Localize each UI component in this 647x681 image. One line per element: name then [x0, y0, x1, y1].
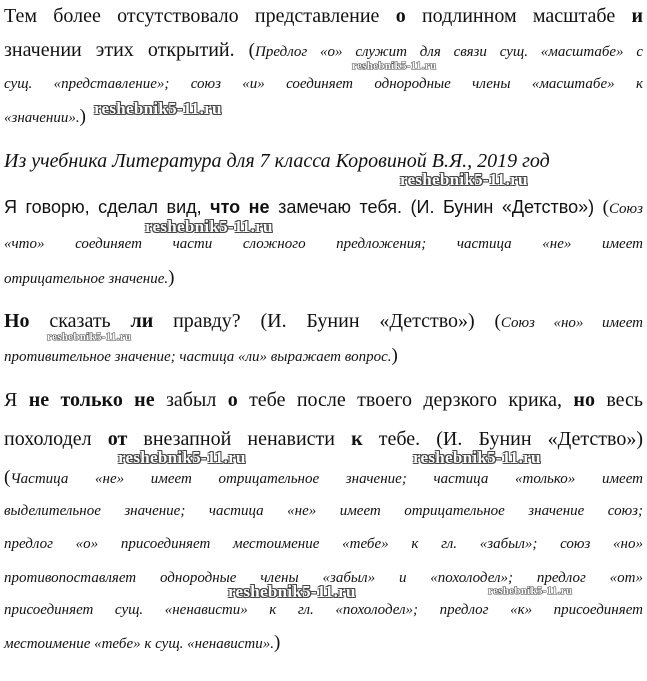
bold-word: но [573, 389, 595, 411]
p2-line-3 [4, 265, 643, 291]
note-text: сущ. «представление»; союз «и» соединяет однородные члены «масштабе» к [4, 76, 643, 92]
text: Я говорю, сделал вид, [4, 197, 211, 217]
paren: ( [602, 197, 609, 218]
text: правду? (И. Бунин «Детство») [153, 310, 495, 332]
p4-line-8 [4, 630, 643, 656]
bold-word: от [107, 428, 128, 450]
paren: ) [391, 345, 398, 366]
note-text: Союз [608, 201, 643, 217]
paren: ) [168, 267, 175, 288]
paren: ( [494, 311, 501, 332]
watermark: reshebnik5-11.ru [488, 585, 573, 597]
bold-word: о [227, 389, 238, 411]
bold-word: не только не [28, 389, 155, 411]
paren: ) [273, 632, 281, 653]
p4-line-2 [4, 427, 643, 451]
text: забыл [154, 389, 228, 411]
bold-word: о [395, 5, 406, 27]
source-line: Из учебника Литература для 7 класса Коровиной В.Я., 2019 год [4, 150, 550, 172]
p1-line-1 [4, 4, 643, 28]
text: сказать [29, 310, 131, 332]
p4-line-3 [4, 465, 643, 491]
p4-line-5 [4, 532, 643, 556]
bold-word: ли [130, 310, 154, 332]
bold-word: что не [210, 197, 270, 217]
watermark: reshebnik5-11.ru [228, 582, 356, 601]
paren: ) [79, 106, 86, 127]
note-text: Предлог «о» служит для связи сущ. «масштабе» с [254, 44, 643, 60]
p2-line-2 [4, 232, 643, 256]
watermark: reshebnik5-11.ru [145, 217, 273, 236]
text: весь [594, 389, 644, 411]
p3-line-2 [4, 343, 643, 369]
watermark: reshebnik5-11.ru [118, 448, 246, 467]
bold-word: к [351, 428, 363, 450]
note-text: противопоставляет однородные члены «забыл» и «похолодел»; предлог «от» [4, 570, 643, 586]
watermark: reshebnik5-11.ru [47, 331, 132, 343]
text: замечаю тебя. (И. Бунин «Детство») [269, 197, 603, 217]
paren: ( [4, 467, 11, 488]
p1-line-2 [4, 38, 643, 64]
text: Я [4, 389, 29, 411]
note-text: «что» соединяет части сложного предложения; частица «не» имеет [4, 236, 643, 252]
watermark: reshebnik5-11.ru [400, 170, 528, 189]
note-text: Союз «но» имеет [500, 315, 643, 331]
note-text: местоимение «тебе» к сущ. «ненависти». [4, 636, 274, 652]
watermark: reshebnik5-11.ru [94, 99, 222, 118]
p4-line-4 [4, 499, 643, 523]
paren: ( [248, 40, 255, 61]
note-text: присоединяет сущ. «ненависти» к гл. «похолодел»; предлог «к» присоединяет [4, 602, 643, 618]
note-text: предлог «о» присоединяет местоимение «тебе» к гл. «забыл»; союз «но» [4, 536, 643, 552]
p1-line-3 [4, 72, 643, 96]
note-text: противительное значение; частица «ли» выражает вопрос. [4, 349, 392, 365]
note-text: Частица «не» имеет отрицательное значение; частица «только» имеет [10, 471, 643, 487]
watermark: reshebnik5-11.ru [352, 60, 437, 72]
text: подлинном масштабе [405, 5, 632, 27]
text: похолодел [4, 428, 108, 450]
text: внезапной ненависти [127, 428, 352, 450]
bold-word: Но [4, 310, 30, 332]
bold-word: и [631, 5, 643, 27]
note-text: «значении». [4, 110, 80, 126]
text: значении этих открытий. [4, 39, 249, 61]
watermark: reshebnik5-11.ru [413, 448, 541, 467]
text: тебе после твоего дерзкого крика, [237, 389, 574, 411]
p4-line-1 [4, 388, 643, 412]
note-text: отрицательное значение. [4, 271, 169, 287]
text: Тем более отсутствовало представление [4, 5, 396, 27]
text: тебе. (И. Бунин «Детство») [362, 428, 643, 450]
note-text: выделительное значение; частица «не» имеет отрицательное значение союз; [4, 503, 643, 519]
p2-line-1 [4, 195, 643, 221]
